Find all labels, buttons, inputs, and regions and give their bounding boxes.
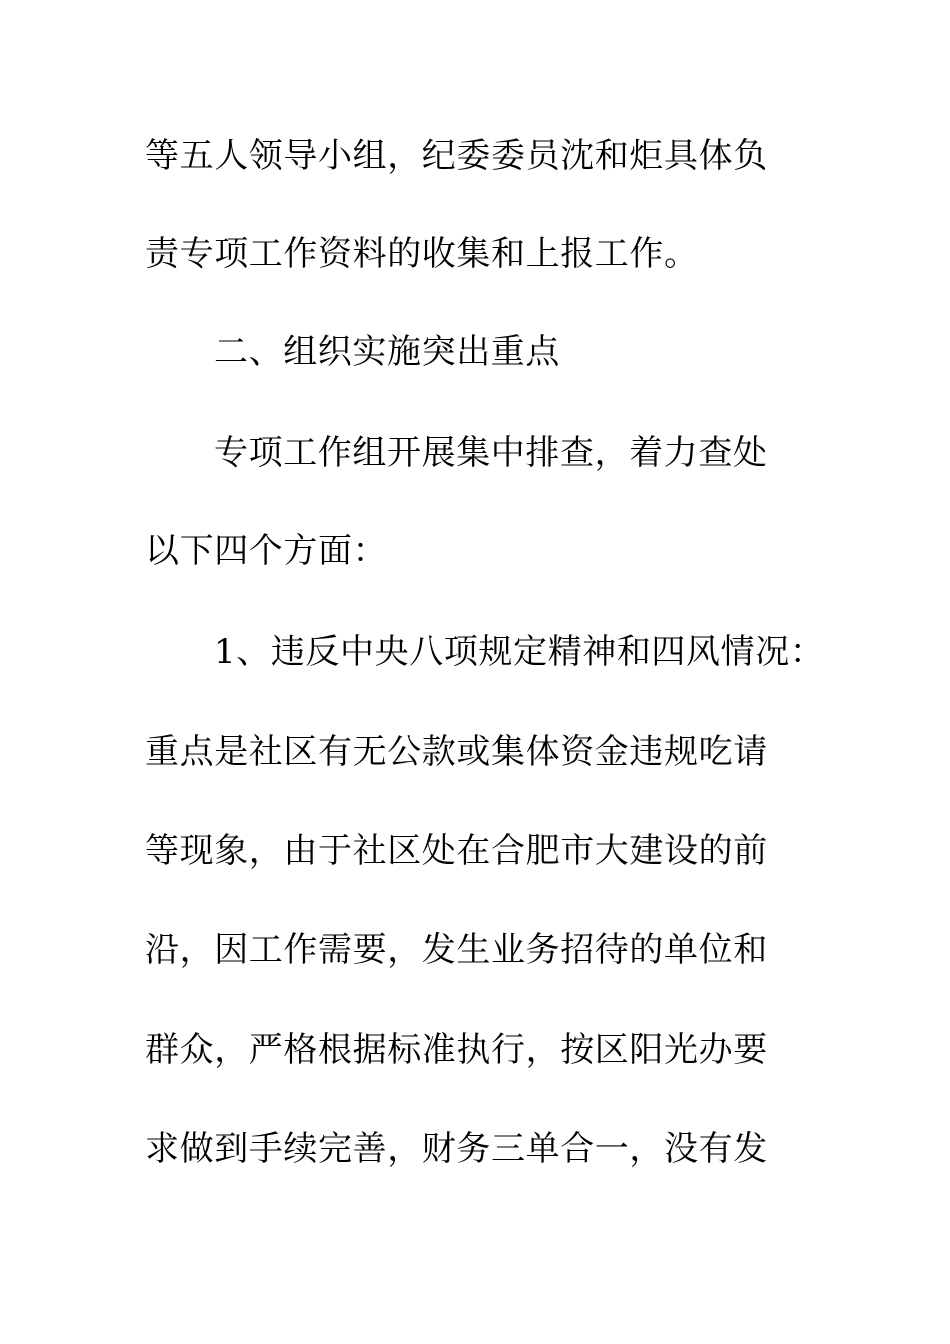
text-line: 重点是社区有无公款或集体资金违规吃请 xyxy=(145,732,768,772)
list-item-heading: 1、违反中央八项规定精神和四风情况： xyxy=(214,632,825,672)
text-line: 等现象，由于社区处在合肥市大建设的前 xyxy=(145,831,768,871)
text-line: 专项工作组开展集中排查，着力查处 xyxy=(214,433,768,473)
text-line: 以下四个方面： xyxy=(145,531,388,571)
text-line: 责专项工作资料的收集和上报工作。 xyxy=(145,234,699,274)
text-line: 群众，严格根据标准执行，按区阳光办要 xyxy=(145,1030,768,1070)
text-line: 沿，因工作需要，发生业务招待的单位和 xyxy=(145,930,768,970)
section-heading: 二、组织实施突出重点 xyxy=(214,332,560,372)
text-line: 等五人领导小组，纪委委员沈和炬具体负 xyxy=(145,136,768,176)
text-line: 求做到手续完善，财务三单合一，没有发 xyxy=(145,1129,768,1169)
